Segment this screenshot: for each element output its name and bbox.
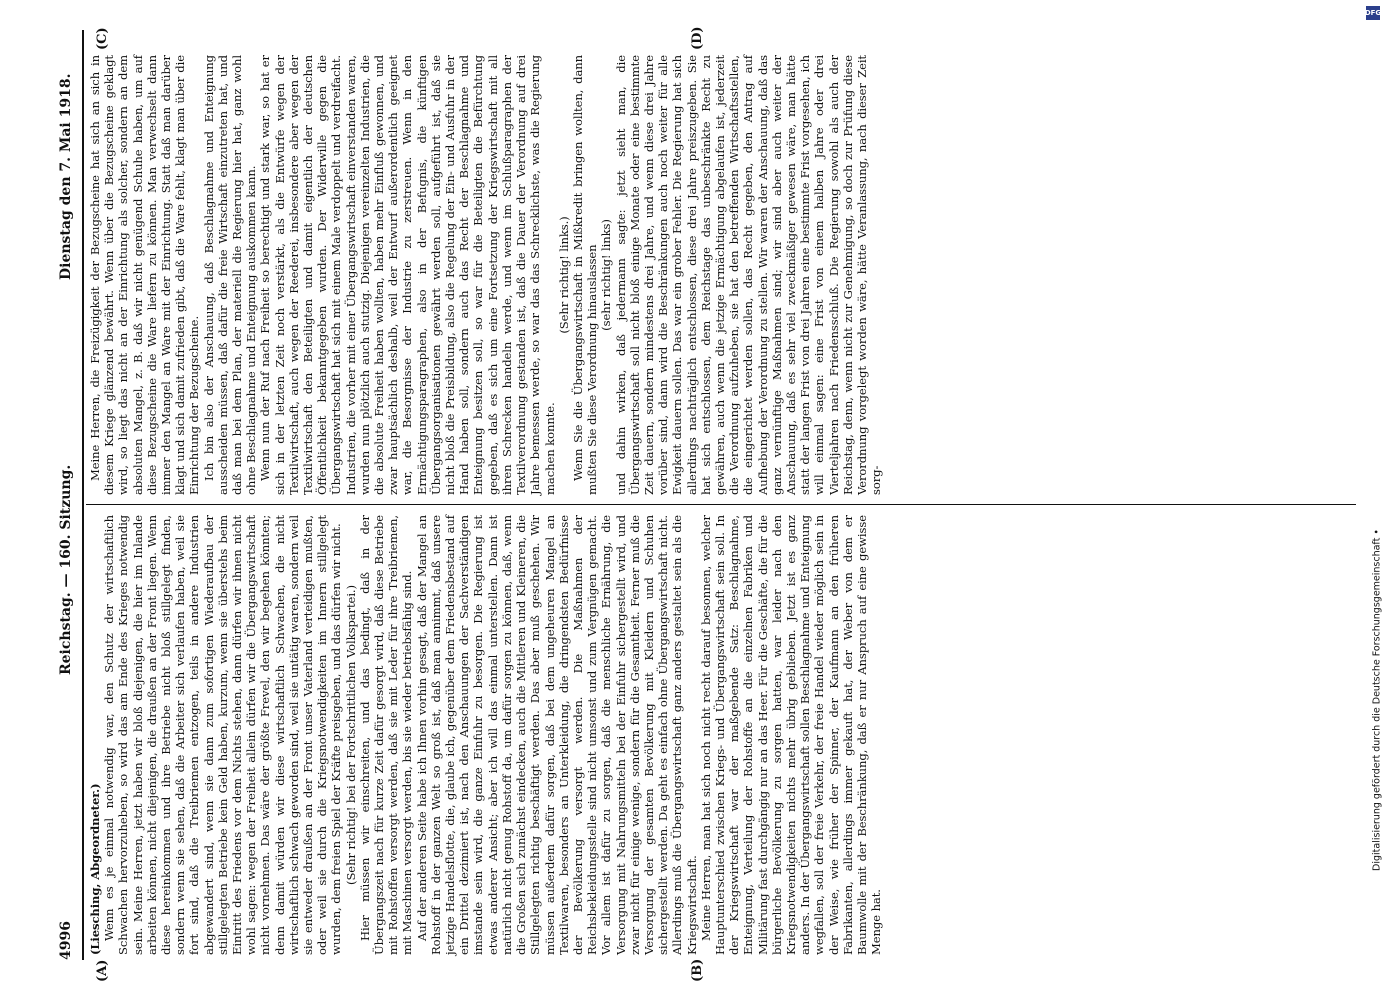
margin-mark-b: (B) <box>690 958 705 982</box>
margin-mark-c: (C) <box>95 27 110 50</box>
interjection: (Sehr richtig! links.) <box>556 216 571 334</box>
paragraph: Wenn es je einmal notwendig war, den Schutz der wirtschaftlich Schwachen hervorzuheben, so wird das am Ende des Krieges notwendig sein. Meine Herren, jetzt haben wir bloß diejenigen, die hier im Inlande arbeiten können, nicht diejenigen, die draußen an der Front liegen. Wenn diese hereinkommen und ihre Betriebe nicht bloß stillgelegt finden, sondern wenn sie sehen, daß die Arbeiter sich verlaufen haben, weil sie fort sind, daß die Treibriemen entzogen, teils in andere Industrien abgewandert sind, wenn sie dann zum sofortigen Wiederaufbau der stillgelegten Betriebe kein Geld haben, kurzum, wenn sie überstehs beim Eintritt des Friedens vor dem Nichts stehen, dann dürfen wir ihnen nicht wohl sagen: wegen der Freiheit allein dürfen wir die Übergangswirtschaft nicht vornehmen. Das wäre der größte Frevel, den wir begehen könnten; denn damit würden wir diese wirtschaftlich Schwachen, die nicht wirtschaftlich schwach geworden sind, weil sie untätig waren, sondern weil sie entweder draußen an der Front unser Vaterland verteidigen mußten, oder weil sie durch die Kriegsnotwendigkeiten im Innern stillgelegt wurden, dem freien Spiel der Kräfte preisgeben, und das dürfen wir nicht. <box>102 515 344 955</box>
paragraph: und dahin wirken, daß jedermann sagte: jetzt sieht man, die Übergangswirtschaft soll nicht bloß einige Monate oder eine bestimmte Zeit dauern, sondern mindestens drei Jahre, und wenn diese drei Jahre vorüber sind, dann wird die Beschränkungen auch noch weiter für alle Ewigkeit dauern sollen. Das war ein grober Fehler. Die Regierung hat sich allerdings nachträglich entschlossen, diese drei Jahre preiszugeben. Sie hat sich entschlossen, dem Reichstage das unbeschränkte Recht zu gewähren, auch wenn die jetzige Ermächtigung abgelaufen ist, jederzeit die Verordnung aufzuheben, sie hat den betreffenden Wirtschaftsstellen, die eingerichtet werden sollen, das Recht gegeben, den Antrag auf Aufhebung der Verordnung zu stellen. Wir waren der Anschauung, daß das ganz vernünftige Maßnahmen sind; wir sind aber auch weiter der Anschauung, daß es sehr viel zweckmäßiger gewesen wäre, man hätte statt der langen Frist von drei Jahren eine bestimmte Frist vorgesehen, ich will einmal sagen: eine Frist von einem halben Jahre oder drei Vierteljahren nach Friedensschluß. Die Regierung sowohl als auch der Reichstag, denn, wenn nicht zur Genehmigung, so doch zur Prüfung diese Verordnung vorgelegt worden wäre, hätte Veranlassung, nach dieser Zeit sorg- <box>613 55 884 495</box>
margin-mark-a: (A) <box>95 959 110 982</box>
side-credit-text: Digitalisierung gefördert durch die Deutsche Forschungsgemeinschaft • <box>1371 529 1383 871</box>
header-rule <box>82 30 84 960</box>
paragraph: Meine Herren, die Freizügigkeit der Bezugscheine hat sich an sich in diesem Kriege glänzend bewährt. Wenn über die Bezugscheine geklagt wird, so liegt das nicht an der Einrichtung als solcher, sondern an dem absoluten Mangel, z. B. daß wir nicht genügend Schuhe haben, um auf diese Bezugscheine die Ware liefern zu können. Man verwechselt dann immer den Mangel an Ware mit der Einrichtung. Statt daß man darüber klagt und sich damit zufrieden gibt, daß die Ware fehlt, klagt man über die Einrichtung der Bezugscheine. <box>88 55 202 495</box>
side-credit <box>1372 420 1382 980</box>
paragraph: Wenn nun der Ruf nach Freiheit so berechtigt und stark war, so hat er sich in der letzten Zeit noch verstärkt, als die Entwürfe wegen der Textilwirtschaft, auch wegen der Reederei, insbesondere aber wegen der Textilwirtschaft den Beteiligten und damit eigentlich der deutschen Öffentlichkeit bekanntgegeben wurden. Der Widerwille gegen die Übergangswirtschaft hat sich mit einem Male verdoppelt und verdreifacht. Industrien, die vorher mit einer Übergangswirtschaft einverstanden waren, wurden nun plötzlich auch stutzig. Diejenigen vereinzelten Industrien, die die absolute Freiheit haben wollten, haben mehr Einfluß gewonnen, und zwar hauptsächlich deshalb, weil der Entwurf außerordentlich geeignet war, die Besorgnisse der Industrie zu zerstreuen. Wenn in den Ermächtigungsparagraphen, also in der Befugnis, die künftigen Übergangsorganisationen gewährt werden soll, aufgeführt ist, daß sie nicht bloß die Preisbildung, also die Regelung der Ein- und Ausfuhr in der Hand haben soll, sondern auch das Recht der Beschlagnahme und Enteignung besitzen soll, so war für die Beteiligten die Befürchtung gegeben, daß es sich um eine Fortsetzung der Kriegswirtschaft mit all ihren Schrecken handeln werde, und wenn im Schlußparagraphen der Textilverordnung gestanden ist, daß die Dauer der Verordnung auf drei Jahre bemessen werde, so war das das Schrecklichste, was die Regierung machen konnte. <box>258 55 557 495</box>
paragraph: Ich bin also der Anschauung, daß Beschlagnahme und Enteignung ausscheiden müssen, daß dafür die freie Wirtschaft einzutreten hat, und daß man bei dem Plan, der materiell die Regierung hier hat, ganz wohl ohne Beschlagnahme und Enteignung auskommen kann. <box>201 55 259 495</box>
left-column <box>88 515 883 955</box>
right-column <box>88 55 883 495</box>
paragraph: Meine Herren, man hat sich noch nicht recht darauf besonnen, welcher Hauptunterschied zwischen Kriegs- und Übergangswirtschaft sein soll. In der Kriegswirtschaft war der maßgebende Satz: Beschlagnahme, Enteignung, Verteilung der Rohstoffe an die einzelnen Fabriken und Militärung fast durchgängig nur an das Heer. Für die Geschäfte, die für die bürgerliche Bevölkerung zu sorgen hatten, war leider nach den Kriegsnotwendigkeiten nichts mehr übrig geblieben. Jetzt ist es ganz anders. In der Übergangswirtschaft sollen Beschlagnahme und Enteignung wegfallen, soll der freie Verkehr, der freie Handel wieder möglich sein in der Weise, wie früher der Spinner, der Kaufmann an den früheren Fabrikanten, allerdings immer gekauft hat, der Weber von dem er Baumwolle mit der Beschränkung, daß er nur Anspruch auf eine gewisse Menge hat. <box>698 515 884 955</box>
session-date: Dienstag den 7. Mai 1918. <box>58 73 74 280</box>
page-number: 4996 <box>58 921 74 960</box>
interjection: (sehr richtig! links) <box>599 219 614 331</box>
session-title: Reichstag. — 160. Sitzung. <box>58 464 74 675</box>
column-divider <box>86 504 1356 505</box>
paragraph: Hier müssen wir einschreiten, und das bedingt, daß in der Übergangszeit nach für kurze Zeit dafür gesorgt wird, daß diese Betriebe mit Rohstoffen versorgt werden, daß sie mit Leder für ihre Treibriemen, mit Maschinen versorgt werden, bis sie wieder betriebsfähig sind. <box>357 515 415 955</box>
margin-mark-d: (D) <box>690 26 705 50</box>
page-header <box>58 30 82 960</box>
interjection: (Sehr richtig! bei der Fortschrittlichen Volkspartei.) <box>343 585 358 885</box>
paragraph: Wenn Sie die Übergangswirtschaft in Mißkredit bringen wollten, dann mußten Sie diese Verordnung hinauslassen <box>570 55 600 495</box>
dfg-logo: DFG <box>1366 6 1380 20</box>
paragraph: Auf der anderen Seite habe ich Ihnen vorhin gesagt, daß der Mangel an Rohstoff in der ganzen Welt so groß ist, daß man annimmt, daß unsere jetzige Handelsflotte, die, glaube ich, gegenüber dem Friedensbestand auf ein Drittel dezimiert ist, nach den Anschauungen der Sachverständigen imstande sein wird, die ganze Einfuhr zu besorgen. Die Regierung ist etwas anderer Ansicht; aber ich will das einmal unterstellen. Dann ist natürlich nicht genug Rohstoff da, um dafür sorgen zu können, daß, wenn die Großen sich zunächst eindecken, auch die Mittleren und Kleineren, die Stillgelegten richtig beschäftigt werden. Das aber muß geschehen. Wir müssen außerdem dafür sorgen, daß bei dem ungeheuren Mangel an Textilwaren, besonders an Unterkleidung, die dringendsten Bedürfnisse der Bevölkerung versorgt werden. Die Maßnahmen der Reichsbekleidungsstelle sind nicht umsonst und zum Vergnügen gemacht. Vor allem ist dafür zu sorgen, daß die menschliche Ernährung, die Versorgung mit Nahrungsmitteln bei der Einfuhr sichergestellt wird, und zwar nicht für einige wenige, sondern für die Gesamtheit. Ferner muß die Versorgung der gesamten Bevölkerung mit Kleidern und Schuhen sichergestellt werden. Da geht es einfach ohne Übergangswirtschaft nicht. Allerdings muß die Übergangswirtschaft ganz anders gestaltet sein als die Kriegswirtschaft. <box>414 515 699 955</box>
speaker-name: (Liesching, Abgeordneter.) <box>88 783 102 955</box>
